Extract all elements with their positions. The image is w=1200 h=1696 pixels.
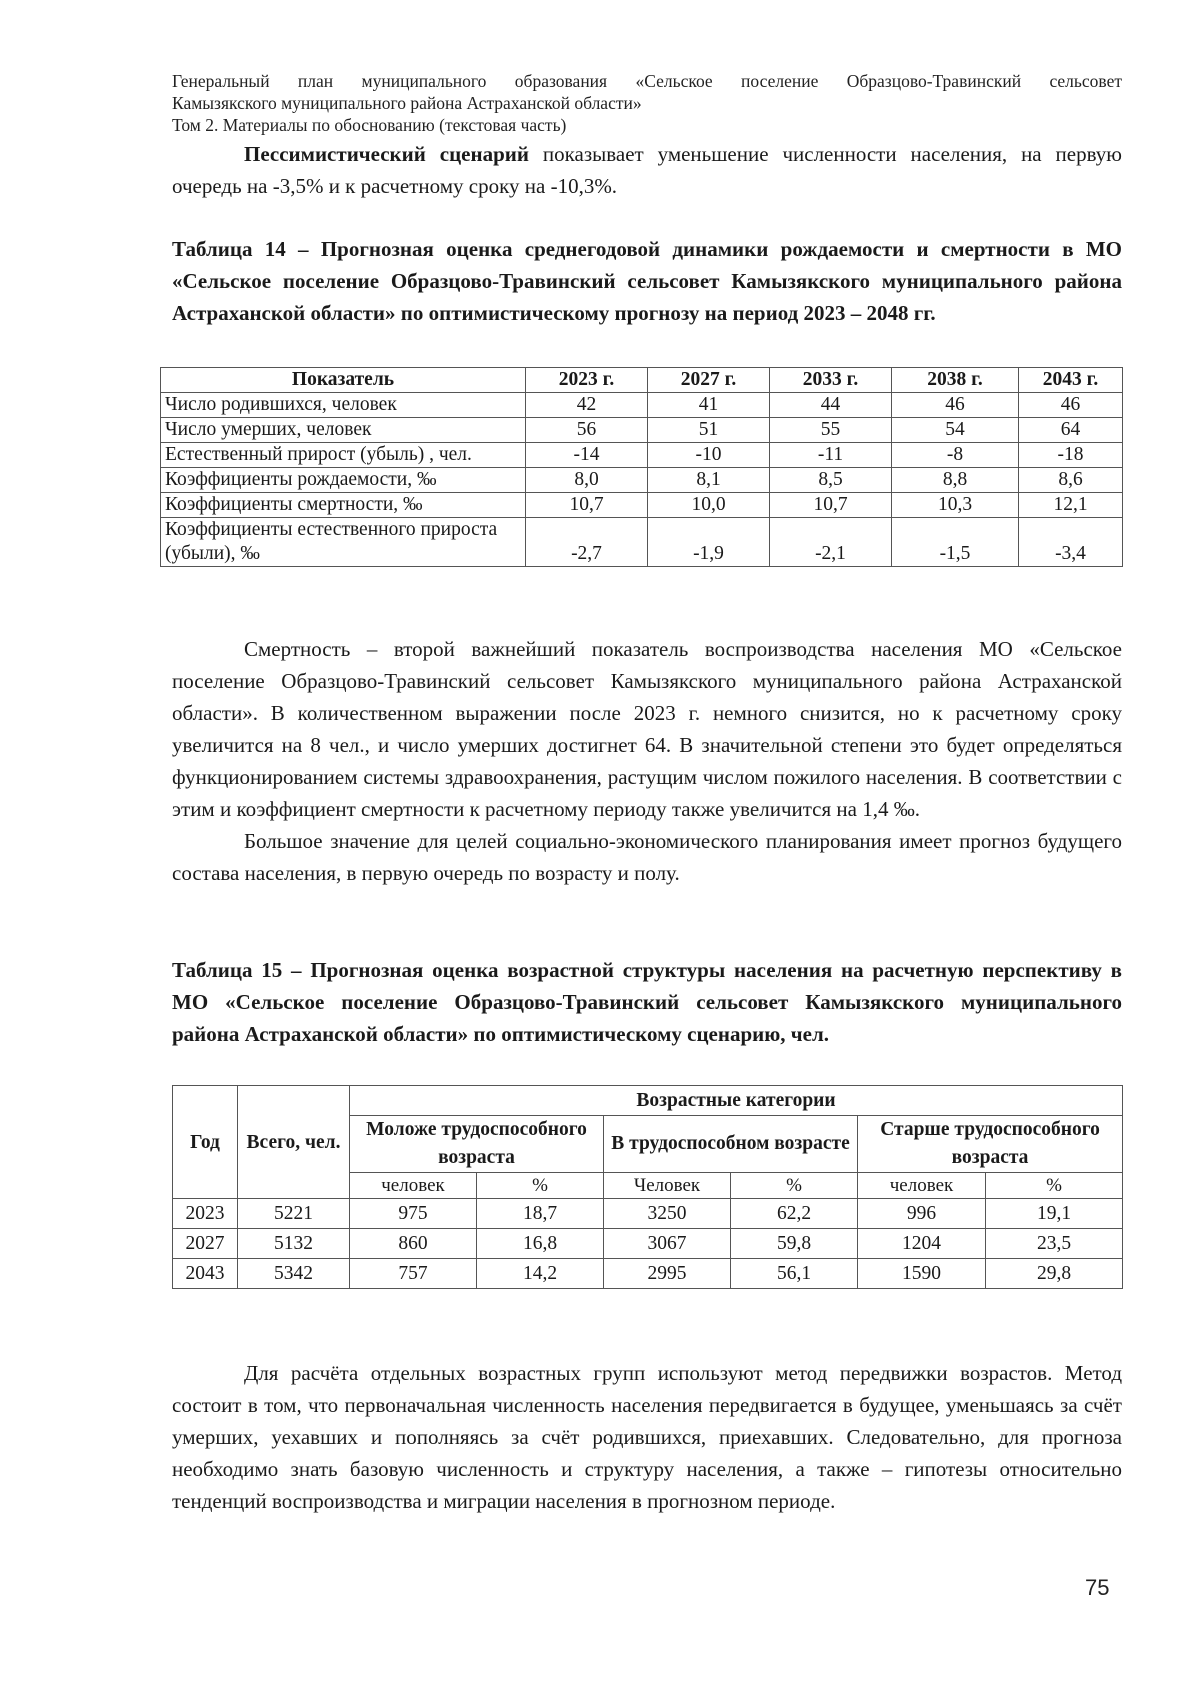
table-cell: 8,5: [770, 468, 892, 493]
table-cell: 1204: [858, 1229, 986, 1259]
table-cell: 860: [350, 1229, 477, 1259]
table15-subheader: %: [986, 1173, 1123, 1199]
table-cell: 3067: [604, 1229, 731, 1259]
running-header: [172, 70, 1122, 136]
table-row: [161, 468, 1123, 493]
total-cell: 5221: [238, 1199, 350, 1229]
table14-caption-block: [172, 233, 1122, 329]
table15-caption: Таблица 15 – Прогнозная оценка возрастной структуры населения на расчетную перспективу в МО «Сельское поселение Образцово-Травинский сельсовет Камызякского муниципального района Астраханской области» по оптимистическому сценарию, чел.: [172, 958, 1122, 1046]
year-cell: 2023: [173, 1199, 238, 1229]
table15-group-header: Возрастные категории: [350, 1086, 1123, 1116]
table-cell: 10,3: [892, 493, 1019, 518]
row-label: Число умерших, человек: [161, 418, 526, 443]
table-cell: -11: [770, 443, 892, 468]
table-row: [173, 1229, 1123, 1259]
table-cell: 8,0: [526, 468, 648, 493]
table15-total-header: Всего, чел.: [238, 1086, 350, 1199]
table15-subheader: %: [731, 1173, 858, 1199]
year-cell: 2027: [173, 1229, 238, 1259]
row-label: Коэффициенты естественного прироста (убыли), ‰: [161, 518, 526, 567]
mid-text-block: [172, 633, 1122, 889]
table-cell: 8,8: [892, 468, 1019, 493]
method-paragraph: Для расчёта отдельных возрастных групп используют метод передвижки возрастов. Метод состоит в том, что первоначальная численность населения передвигается в будущее, уменьшаясь за счёт умерших, уехавших и пополняясь за счёт родившихся, приехавших. Следовательно, для прогноза необходимо знать базовую численность и структуру населения, а также – гипотезы относительно тенденций воспроизводства и миграции населения в прогнозном периоде.: [172, 1361, 1122, 1513]
table14-header-cell: Показатель: [161, 368, 526, 393]
table-cell: -2,1: [770, 518, 892, 567]
table-cell: 62,2: [731, 1199, 858, 1229]
table-cell: 46: [892, 393, 1019, 418]
table-cell: 757: [350, 1259, 477, 1289]
table-cell: 10,7: [770, 493, 892, 518]
table-cell: -14: [526, 443, 648, 468]
table-cell: 41: [648, 393, 770, 418]
table14-header-row: [161, 368, 1123, 393]
table-cell: -2,7: [526, 518, 648, 567]
table-cell: 44: [770, 393, 892, 418]
row-label: Коэффициенты смертности, ‰: [161, 493, 526, 518]
table-cell: 23,5: [986, 1229, 1123, 1259]
table15-group-old: Старше трудоспособного возраста: [858, 1116, 1123, 1173]
table14-header-cell: 2038 г.: [892, 368, 1019, 393]
table-cell: 2995: [604, 1259, 731, 1289]
table-cell: 1590: [858, 1259, 986, 1289]
intro-rest: показывает уменьшение численности населения, на первую очередь на -3,5% и к расчетному сроку на -10,3%.: [172, 142, 1122, 198]
intro-block: [172, 138, 1122, 202]
end-text-block: [172, 1357, 1122, 1517]
table15-subheader: Человек: [604, 1173, 731, 1199]
table-row: [161, 493, 1123, 518]
table-cell: 996: [858, 1199, 986, 1229]
table-cell: 3250: [604, 1199, 731, 1229]
planning-paragraph: Большое значение для целей социально-экономического планирования имеет прогноз будущего состава населения, в первую очередь по возрасту и полу.: [172, 829, 1122, 885]
table-cell: 16,8: [477, 1229, 604, 1259]
intro-paragraph: [172, 138, 1122, 202]
page-number: 75: [1085, 1575, 1110, 1600]
table-cell: 18,7: [477, 1199, 604, 1229]
table-cell: -10: [648, 443, 770, 468]
table-row: [161, 443, 1123, 468]
table15-group-young: Моложе трудоспособного возраста: [350, 1116, 604, 1173]
row-label: Коэффициенты рождаемости, ‰: [161, 468, 526, 493]
table-cell: -3,4: [1019, 518, 1123, 567]
table-cell: 46: [1019, 393, 1123, 418]
table14-header-cell: 2033 г.: [770, 368, 892, 393]
table-cell: 51: [648, 418, 770, 443]
intro-bold-lead: Пессимистический сценарий: [244, 142, 529, 166]
year-cell: 2043: [173, 1259, 238, 1289]
table14-caption: Таблица 14 – Прогнозная оценка среднегодовой динамики рождаемости и смертности в МО «Сельское поселение Образцово-Травинский сельсовет Камызякского муниципального района Астраханской области» по оптимистическому прогнозу на период 2023 – 2048 гг.: [172, 237, 1122, 325]
table-row: [161, 418, 1123, 443]
row-label: Естественный прирост (убыль) , чел.: [161, 443, 526, 468]
table-cell: 59,8: [731, 1229, 858, 1259]
table15-header-row: [173, 1086, 1123, 1116]
table15-subheader: %: [477, 1173, 604, 1199]
table-cell: -1,5: [892, 518, 1019, 567]
total-cell: 5132: [238, 1229, 350, 1259]
table14-header-cell: 2043 г.: [1019, 368, 1123, 393]
table-row: [173, 1259, 1123, 1289]
table-cell: 42: [526, 393, 648, 418]
table-cell: 55: [770, 418, 892, 443]
table-row: [161, 518, 1123, 567]
table-cell: 64: [1019, 418, 1123, 443]
table15-group-working: В трудоспособном возрасте: [604, 1116, 858, 1173]
table-cell: 12,1: [1019, 493, 1123, 518]
table14: [160, 367, 1123, 567]
table-row: [161, 393, 1123, 418]
header-line-3: Том 2. Материалы по обоснованию (текстовая часть): [172, 115, 567, 135]
table15-subheader: человек: [350, 1173, 477, 1199]
total-cell: 5342: [238, 1259, 350, 1289]
mortality-paragraph: Смертность – второй важнейший показатель воспроизводства населения МО «Сельское поселение Образцово-Травинский сельсовет Камызякского муниципального района Астраханской области». В количественном выражении после 2023 г. немного снизится, но к расчетному сроку увеличится на 8 чел., и число умерших достигнет 64. В значительной степени это будет определяться функционированием системы здравоохранения, растущим числом пожилого населения. В соответствии с этим и коэффициент смертности к расчетному периоду также увеличится на 1,4 ‰.: [172, 637, 1122, 821]
row-label: Число родившихся, человек: [161, 393, 526, 418]
table-cell: 19,1: [986, 1199, 1123, 1229]
table-cell: -1,9: [648, 518, 770, 567]
table-cell: 8,6: [1019, 468, 1123, 493]
table-cell: -18: [1019, 443, 1123, 468]
table-cell: -8: [892, 443, 1019, 468]
header-line-2: Камызякского муниципального района Астраханской области»: [172, 93, 642, 113]
table-cell: 54: [892, 418, 1019, 443]
table15-year-header: Год: [173, 1086, 238, 1199]
table-cell: 975: [350, 1199, 477, 1229]
table-cell: 56: [526, 418, 648, 443]
table-cell: 8,1: [648, 468, 770, 493]
table15-caption-block: [172, 954, 1122, 1050]
table-cell: 10,7: [526, 493, 648, 518]
table14-header-cell: 2023 г.: [526, 368, 648, 393]
table15: [172, 1085, 1123, 1289]
table-row: [173, 1199, 1123, 1229]
table15-subheader: человек: [858, 1173, 986, 1199]
table-cell: 56,1: [731, 1259, 858, 1289]
table14-header-cell: 2027 г.: [648, 368, 770, 393]
header-line-1: Генеральный план муниципального образования «Сельское поселение Образцово-Травинский сельсовет: [172, 71, 1122, 91]
table-cell: 29,8: [986, 1259, 1123, 1289]
table-cell: 10,0: [648, 493, 770, 518]
table-cell: 14,2: [477, 1259, 604, 1289]
